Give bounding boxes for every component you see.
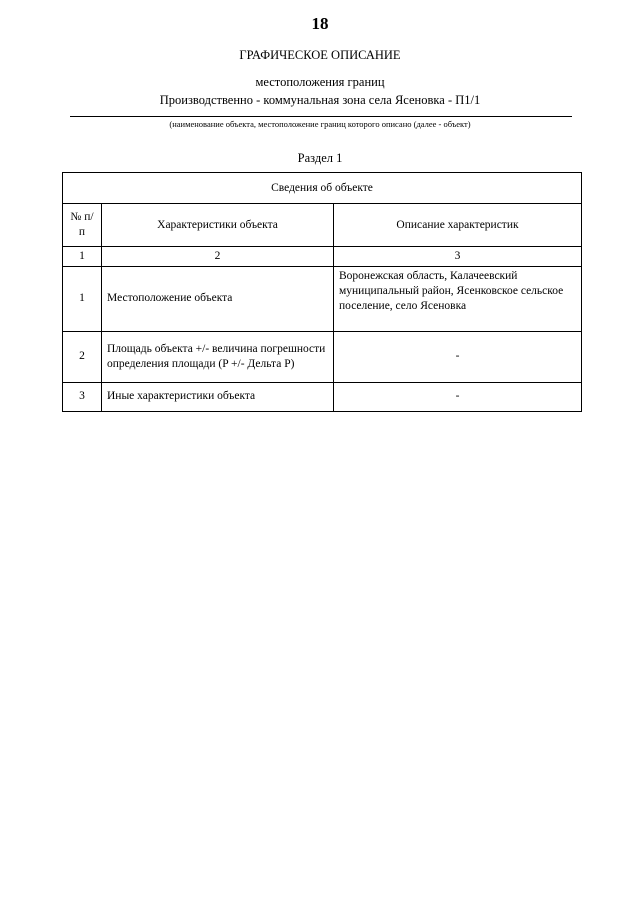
underline-rule bbox=[70, 116, 572, 117]
row-number: 2 bbox=[63, 331, 102, 382]
table-title: Сведения об объекте bbox=[63, 173, 582, 204]
row-characteristic: Местоположение объекта bbox=[102, 266, 334, 331]
table-row bbox=[63, 331, 582, 382]
index-cell: 3 bbox=[334, 247, 582, 267]
object-name: Производственно - коммунальная зона села Ясеновка - П1/1 bbox=[159, 93, 481, 107]
table-index-row bbox=[63, 247, 582, 267]
row-description: - bbox=[334, 331, 582, 382]
header-description: Описание характеристик bbox=[334, 204, 582, 247]
section-title: Раздел 1 bbox=[297, 151, 343, 165]
table-title-row bbox=[63, 173, 582, 204]
header-number: № п/п bbox=[63, 204, 102, 247]
header-characteristics: Характеристики объекта bbox=[102, 204, 334, 247]
row-number: 1 bbox=[63, 266, 102, 331]
row-description: - bbox=[334, 382, 582, 411]
row-number: 3 bbox=[63, 382, 102, 411]
document-title: ГРАФИЧЕСКОЕ ОПИСАНИЕ bbox=[239, 48, 401, 62]
row-description: Воронежская область, Калачеевский муниципальный район, Ясенковское сельское поселение, село Ясеновка bbox=[334, 266, 582, 331]
object-info-table bbox=[62, 172, 582, 412]
page-number: 18 bbox=[311, 14, 329, 33]
row-characteristic: Площадь объекта +/- величина погрешности определения площади (P +/- Дельта P) bbox=[102, 331, 334, 382]
index-cell: 1 bbox=[63, 247, 102, 267]
document-subtitle: местоположения границ bbox=[255, 75, 385, 89]
table-row bbox=[63, 382, 582, 411]
table-header-row bbox=[63, 204, 582, 247]
index-cell: 2 bbox=[102, 247, 334, 267]
object-caption: (наименование объекта, местоположение границ которого описано (далее - объект) bbox=[169, 119, 471, 129]
table-row bbox=[63, 266, 582, 331]
row-characteristic: Иные характеристики объекта bbox=[102, 382, 334, 411]
